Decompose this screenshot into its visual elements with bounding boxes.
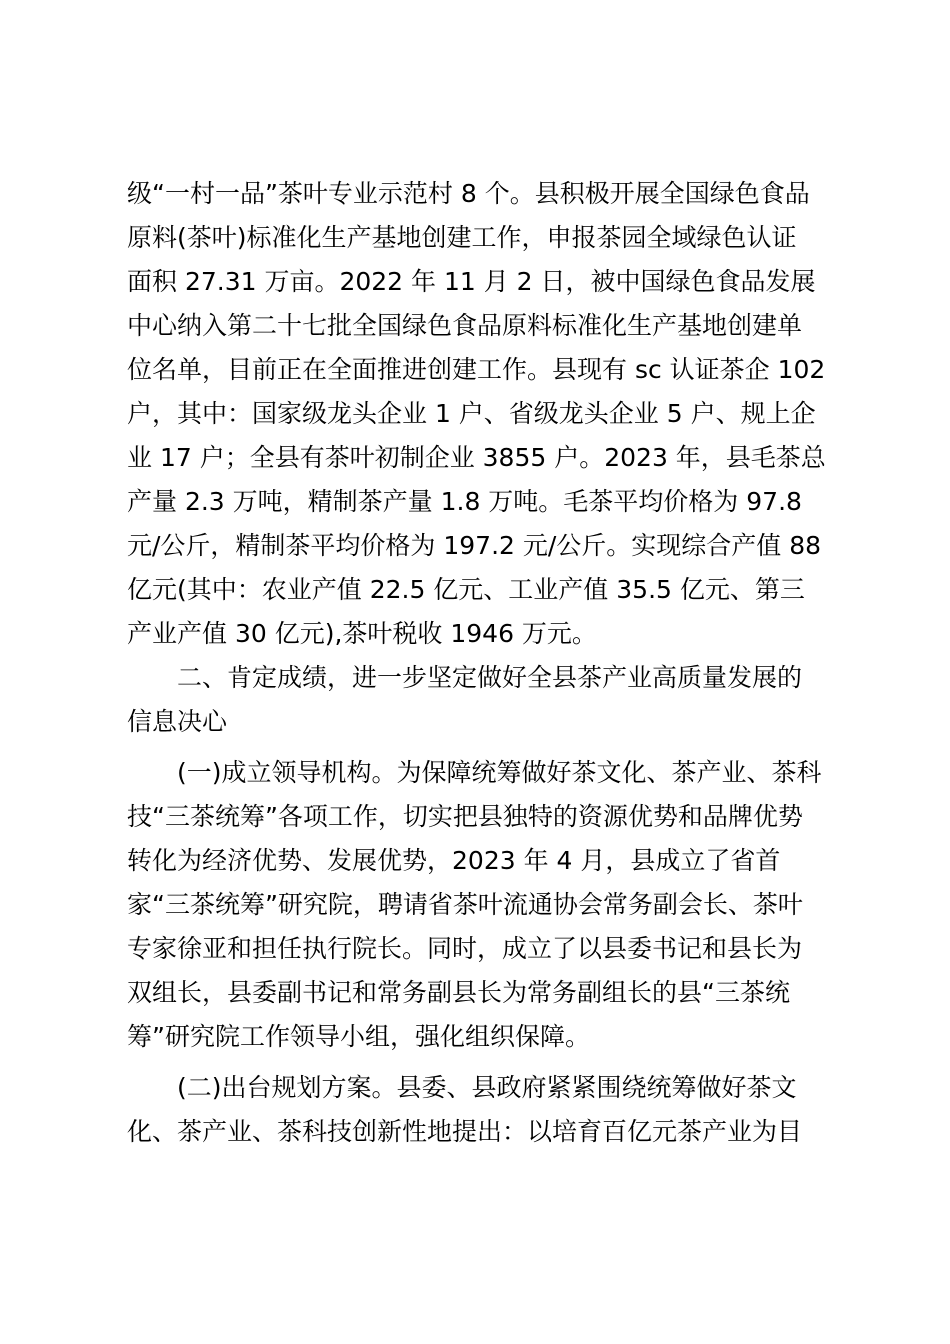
body-text-line: 户，其中：国家级龙头企业 1 户、省级龙头企业 5 户、规上企 (127, 399, 816, 428)
body-text-line: 双组长，县委副书记和常务副县长为常务副组长的县“三茶统 (127, 978, 790, 1007)
body-text-line: 亿元(其中：农业产值 22.5 亿元、工业产值 35.5 亿元、第三 (127, 575, 805, 604)
body-text-line: 产量 2.3 万吨，精制茶产量 1.8 万吨。毛茶平均价格为 97.8 (127, 487, 802, 516)
body-text-line: 中心纳入第二十七批全国绿色食品原料标准化生产基地创建单 (127, 311, 803, 340)
body-text-line: 原料(茶叶)标准化生产基地创建工作，申报茶园全域绿色认证 (127, 223, 797, 252)
body-text-line: 家“三茶统筹”研究院，聘请省茶叶流通协会常务副会长、茶叶 (127, 890, 803, 919)
body-text-line: (一)成立领导机构。为保障统筹做好茶文化、茶产业、茶科 (177, 758, 822, 787)
body-text-line: 面积 27.31 万亩。2022 年 11 月 2 日，被中国绿色食品发展 (127, 267, 816, 296)
body-text-line: (二)出台规划方案。县委、县政府紧紧围绕统筹做好茶文 (177, 1073, 797, 1102)
body-text-line: 级“一村一品”茶叶专业示范村 8 个。县积极开展全国绿色食品 (127, 179, 810, 208)
body-text-line: 转化为经济优势、发展优势，2023 年 4 月，县成立了省首 (127, 846, 781, 875)
body-text-line: 化、茶产业、茶科技创新性地提出：以培育百亿元茶产业为目 (127, 1117, 803, 1146)
body-text-line: 筹”研究院工作领导小组，强化组织保障。 (127, 1022, 590, 1051)
section-heading: 二、肯定成绩，进一步坚定做好全县茶产业高质量发展的 (177, 663, 803, 692)
body-text-line: 位名单，目前正在全面推进创建工作。县现有 sc 认证茶企 102 (127, 355, 826, 384)
section-heading: 信息决心 (127, 707, 228, 736)
body-text-line: 业 17 户；全县有茶叶初制企业 3855 户。2023 年，县毛茶总 (127, 443, 826, 472)
body-text-line: 专家徐亚和担任执行院长。同时，成立了以县委书记和县长为 (127, 934, 803, 963)
body-text-line: 元/公斤，精制茶平均价格为 197.2 元/公斤。实现综合产值 88 (127, 531, 822, 560)
body-text-line: 技“三茶统筹”各项工作，切实把县独特的资源优势和品牌优势 (127, 802, 803, 831)
body-text-line: 产业产值 30 亿元),茶叶税收 1946 万元。 (127, 619, 597, 648)
